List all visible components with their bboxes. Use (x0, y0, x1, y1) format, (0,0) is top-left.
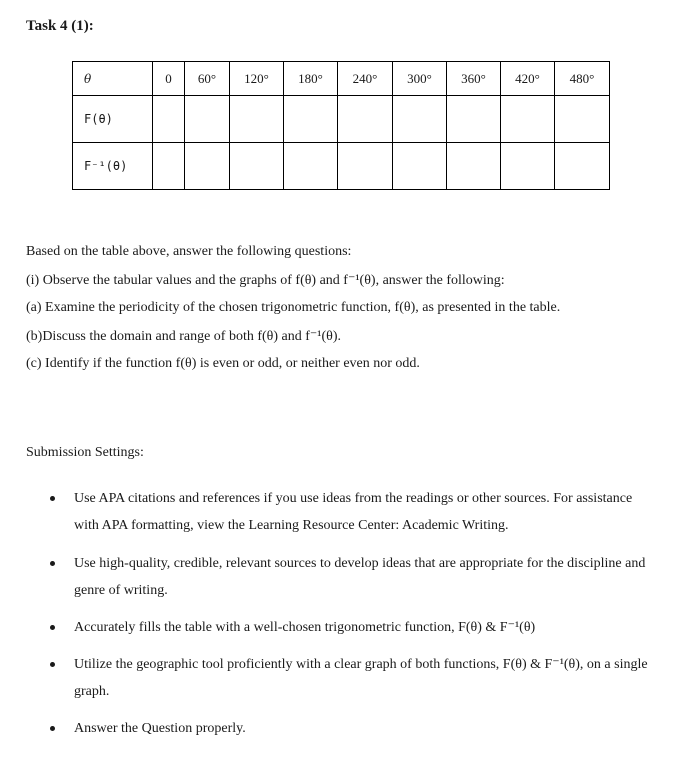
bullet-icon (50, 726, 55, 731)
question-i: (i) Observe the tabular values and the graphs of f(θ) and f⁻¹(θ), answer the following: (26, 273, 505, 288)
empty-cell[interactable] (393, 96, 447, 143)
empty-cell[interactable] (338, 96, 393, 143)
angle-cell: 360° (447, 62, 501, 96)
empty-cell[interactable] (284, 96, 338, 143)
values-table (72, 61, 610, 190)
bullet-text: Answer the Question properly. (74, 721, 246, 736)
empty-cell[interactable] (153, 96, 185, 143)
table-header-row (73, 62, 610, 96)
angle-cell: 180° (284, 62, 338, 96)
empty-cell[interactable] (284, 143, 338, 190)
empty-cell[interactable] (153, 143, 185, 190)
empty-cell[interactable] (501, 143, 555, 190)
row-label-f: F(θ) (73, 96, 153, 143)
angle-cell: 300° (393, 62, 447, 96)
angle-cell: 420° (501, 62, 555, 96)
question-b: (b)Discuss the domain and range of both f(θ) and f⁻¹(θ). (26, 329, 342, 344)
empty-cell[interactable] (555, 96, 610, 143)
angle-cell: 480° (555, 62, 610, 96)
empty-cell[interactable] (230, 143, 284, 190)
empty-cell[interactable] (185, 143, 230, 190)
empty-cell[interactable] (185, 96, 230, 143)
angle-cell: 0 (153, 62, 185, 96)
empty-cell[interactable] (447, 143, 501, 190)
task-title: Task 4 (1): (26, 18, 94, 34)
bullet-text: Accurately fills the table with a well-chosen trigonometric function, F(θ) & F⁻¹(θ) (74, 620, 536, 635)
submission-heading: Submission Settings: (26, 445, 144, 460)
question-c: (c) Identify if the function f(θ) is even or odd, or neither even nor odd. (26, 356, 420, 371)
empty-cell[interactable] (555, 143, 610, 190)
question-a: (a) Examine the periodicity of the chosen trigonometric function, f(θ), as presented in the table. (26, 300, 561, 315)
bullet-icon (50, 561, 55, 566)
empty-cell[interactable] (501, 96, 555, 143)
empty-cell[interactable] (230, 96, 284, 143)
angle-cell: 120° (230, 62, 284, 96)
bullet-icon (50, 625, 55, 630)
bullet-icon (50, 496, 55, 501)
angle-cell: 240° (338, 62, 393, 96)
angle-cell: 60° (185, 62, 230, 96)
bullet-text: Utilize the geographic tool proficiently with a clear graph of both functions, F(θ) & F⁻¹(θ), on a single graph. (74, 657, 648, 699)
empty-cell[interactable] (338, 143, 393, 190)
table-row-f-inverse (73, 143, 610, 190)
bullet-text: Use APA citations and references if you use ideas from the readings or other sources. For assistance with APA formatting, view the Learning Resource Center: Academic Writing. (74, 491, 633, 533)
questions-intro: Based on the table above, answer the following questions: (26, 244, 352, 259)
theta-header: θ (73, 62, 153, 96)
empty-cell[interactable] (393, 143, 447, 190)
empty-cell[interactable] (447, 96, 501, 143)
row-label-f-inverse: F⁻¹(θ) (73, 143, 153, 190)
table-row-f (73, 96, 610, 143)
bullet-text: Use high-quality, credible, relevant sources to develop ideas that are appropriate for the discipline and genre of writing. (74, 556, 646, 598)
bullet-icon (50, 662, 55, 667)
